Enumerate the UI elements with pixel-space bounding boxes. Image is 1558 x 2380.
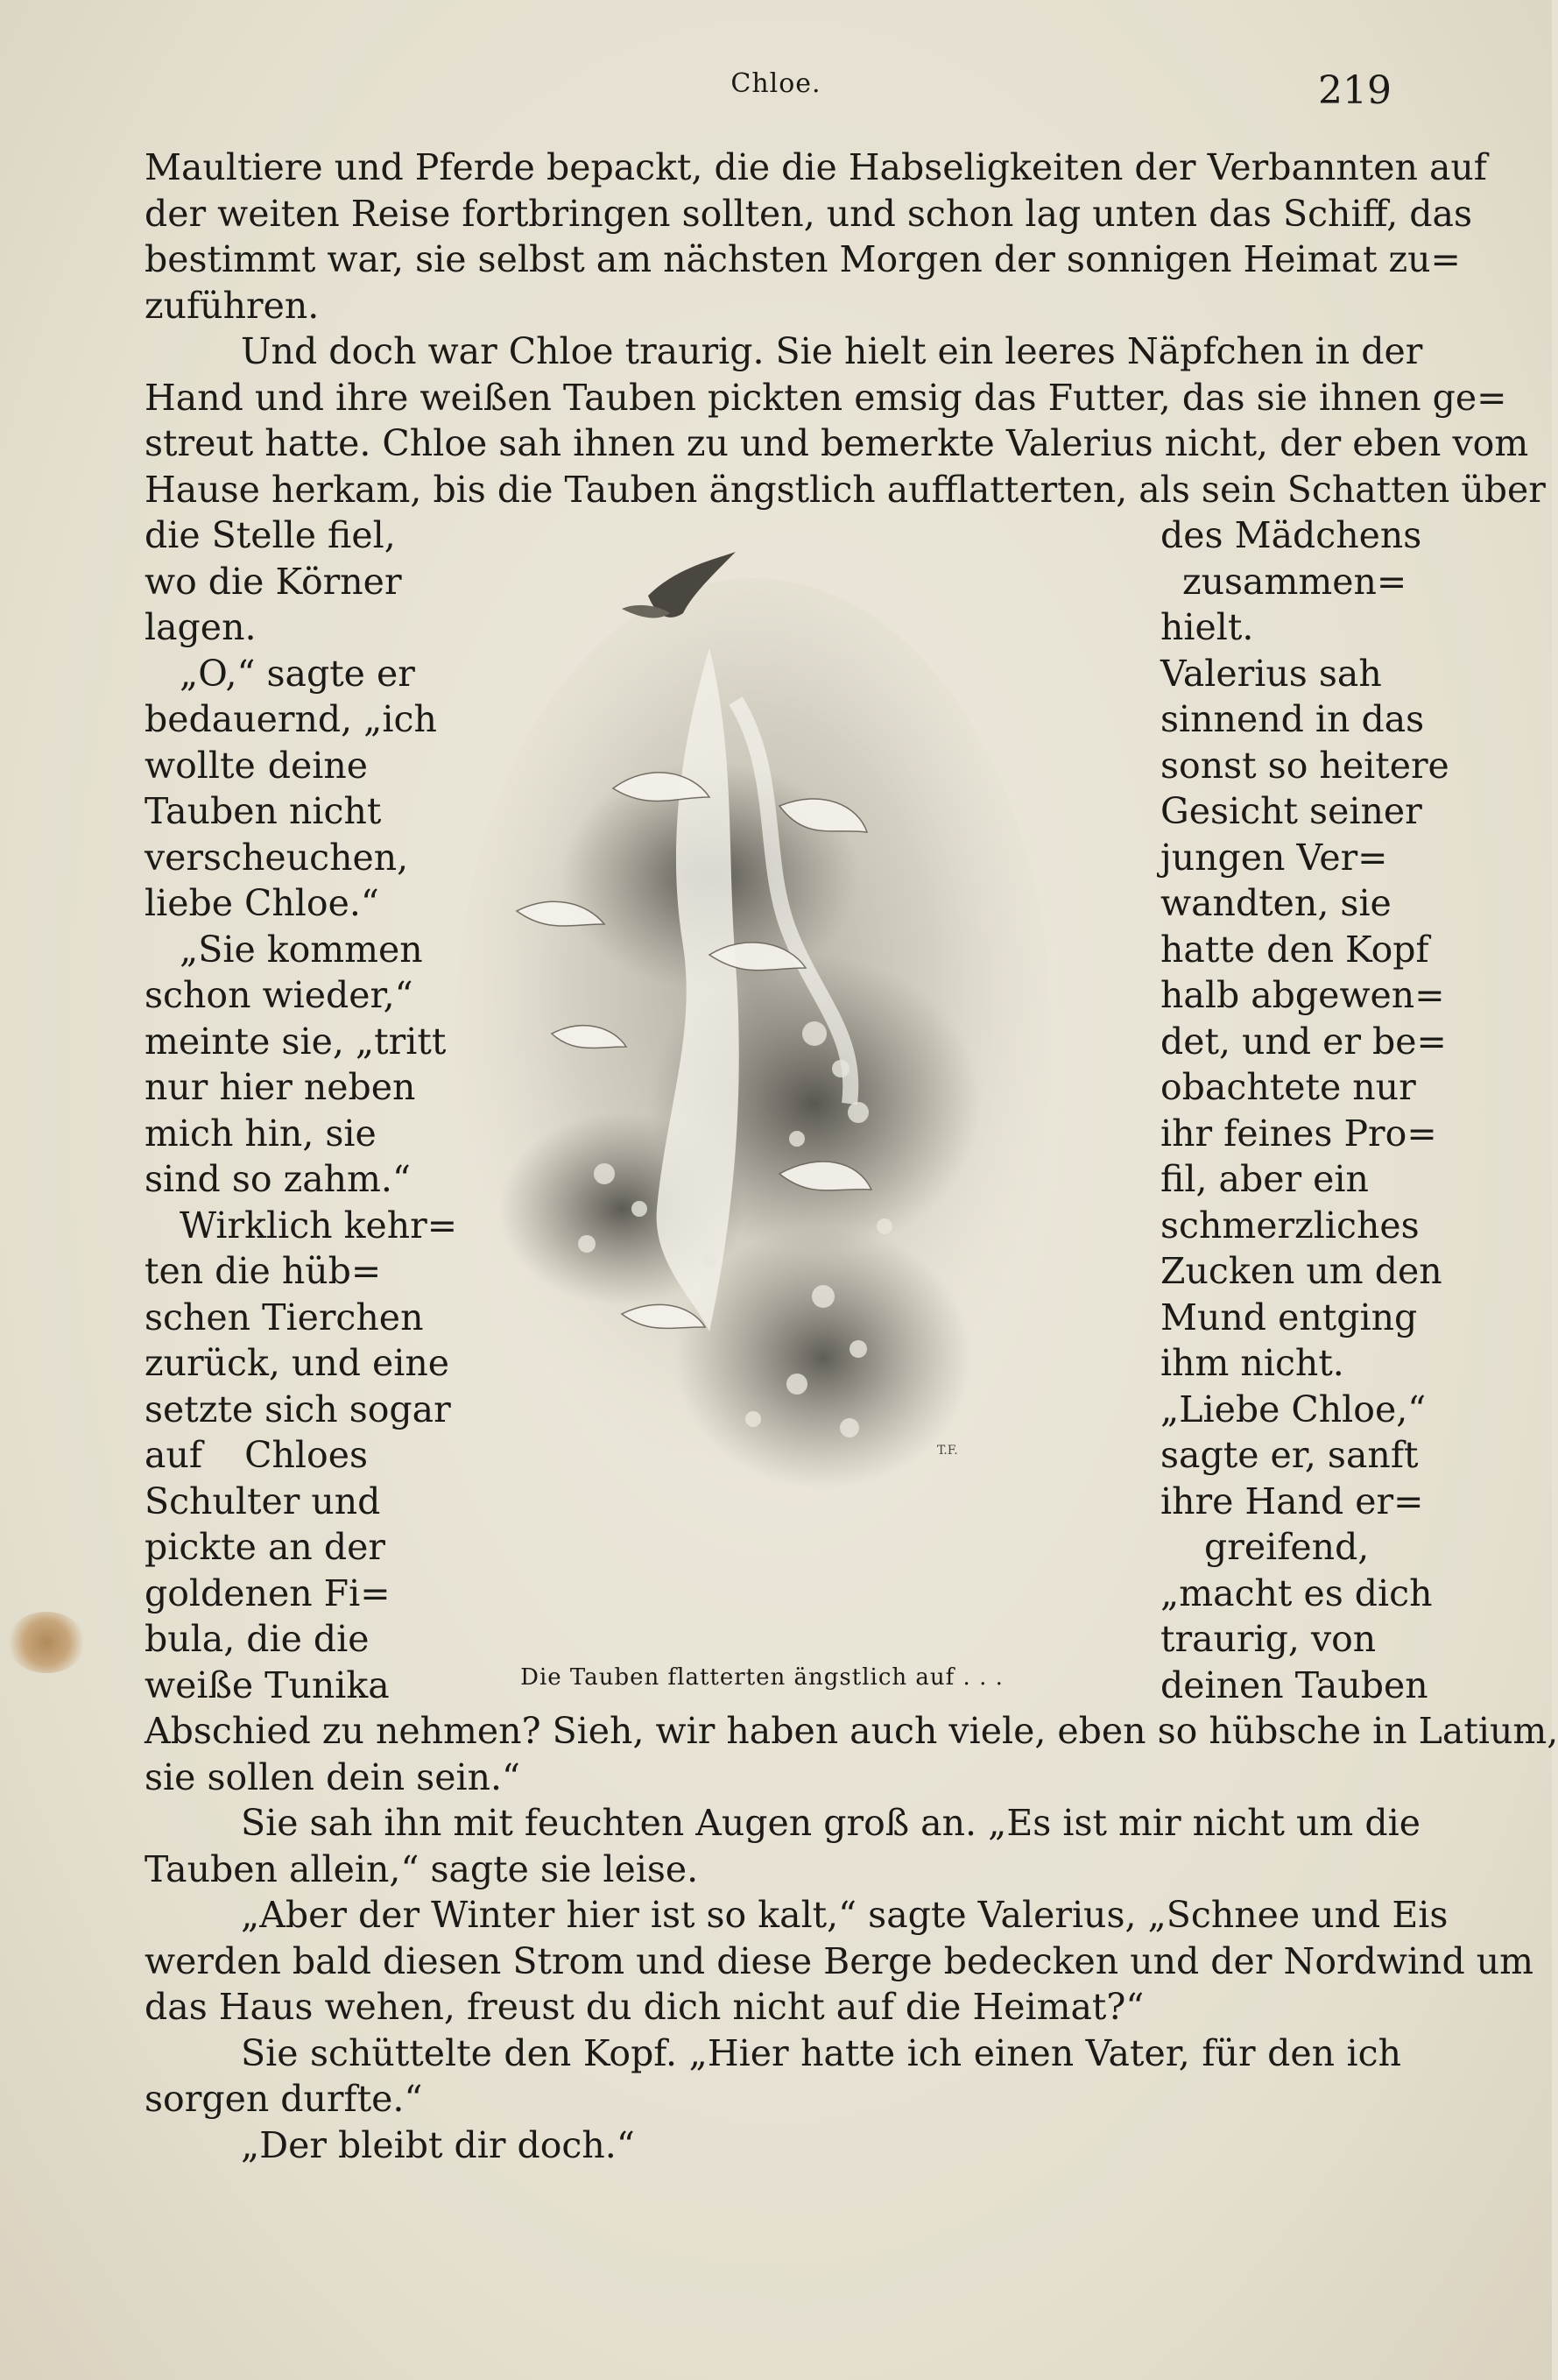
- text-line: Sie schüttelte den Kopf. „Hier hatte ich einen Vater, für den ich: [241, 2031, 1401, 2074]
- text-line: Und doch war Chloe traurig. Sie hielt ein leeres Näpfchen in der: [241, 330, 1423, 372]
- text-line: „O,“ sagte er: [180, 652, 415, 695]
- text-line: der weiten Reise fortbringen sollten, und schon lag unten das Schiff, das: [145, 192, 1473, 235]
- text-line: greifend,: [1204, 1526, 1370, 1568]
- text-line: des Mädchens: [1160, 514, 1422, 556]
- text-line: sagte er, sanft: [1160, 1434, 1419, 1476]
- text-line: Sie sah ihn mit feuchten Augen groß an. „Es ist mir nicht um die: [241, 1802, 1421, 1844]
- text-line: „Aber der Winter hier ist so kalt,“ sagte Valerius, „Schnee und Eis: [241, 1894, 1449, 1936]
- text-line: Maultiere und Pferde bepackt, die die Habseligkeiten der Verbannten auf: [145, 146, 1487, 188]
- paper-stain: [7, 1612, 86, 1673]
- text-line: schen Tierchen: [145, 1296, 424, 1338]
- text-line: schmerzliches: [1160, 1204, 1420, 1246]
- text-line: bula, die die: [145, 1618, 370, 1660]
- text-line: meinte sie, „tritt: [145, 1020, 447, 1063]
- text-line: ihre Hand er=: [1160, 1480, 1424, 1522]
- illustration-signature: T.F.: [937, 1444, 958, 1458]
- text-line: Hand und ihre weißen Tauben pickten emsig das Futter, das sie ihnen ge=: [145, 376, 1507, 419]
- text-line: werden bald diesen Strom und diese Berge bedecken und der Nordwind um: [145, 1939, 1534, 1982]
- text-line: bedauernd, „ich: [145, 698, 437, 740]
- text-line: verscheuchen,: [145, 836, 409, 879]
- top-text-block: [145, 145, 1546, 512]
- text-line: schon wieder,“: [145, 974, 413, 1016]
- text-line: det, und er be=: [1160, 1020, 1447, 1063]
- text-line: Valerius sah: [1160, 652, 1382, 695]
- page-number: 219: [1318, 68, 1392, 113]
- text-line: obachtete nur: [1160, 1066, 1416, 1108]
- text-line: halb abgewen=: [1160, 974, 1445, 1016]
- text-line: Tauben allein,“ sagte sie leise.: [145, 1847, 699, 1890]
- text-line: die Stelle fiel,: [145, 514, 396, 556]
- text-line: weiße Tunika: [145, 1663, 390, 1706]
- text-line: „Liebe Chloe,“: [1160, 1388, 1427, 1430]
- text-line: bestimmt war, sie selbst am nächsten Morgen der sonnigen Heimat zu=: [145, 238, 1461, 280]
- text-line: Wirklich kehr=: [180, 1204, 458, 1246]
- text-line: Zucken um den: [1160, 1250, 1442, 1292]
- text-line: liebe Chloe.“: [145, 882, 379, 924]
- text-line: ihr feines Pro=: [1160, 1112, 1437, 1155]
- text-line: Schulter und: [145, 1480, 381, 1522]
- text-line: deinen Tauben: [1160, 1663, 1428, 1706]
- bottom-text-block: [145, 1708, 1558, 2168]
- text-line: „macht es dich: [1160, 1571, 1433, 1614]
- text-line: wandten, sie: [1160, 882, 1392, 924]
- text-line: zurück, und eine: [145, 1342, 450, 1384]
- illustration-doves: [447, 543, 1060, 1550]
- illustration-caption: Die Tauben flatterten ängstlich auf . . .: [520, 1664, 1004, 1691]
- running-title: Chloe.: [730, 68, 821, 99]
- text-line: ten die hüb=: [145, 1250, 382, 1292]
- text-line: jungen Ver=: [1160, 836, 1388, 879]
- text-line: setzte sich sogar: [145, 1388, 451, 1430]
- text-line: das Haus wehen, freust du dich nicht auf die Heimat?“: [145, 1986, 1145, 2028]
- text-line: sie sollen dein sein.“: [145, 1755, 520, 1798]
- text-line: sonst so heitere: [1160, 744, 1449, 787]
- text-line: streut hatte. Chloe sah ihnen zu und bemerkte Valerius nicht, der eben vom: [145, 422, 1529, 464]
- text-line: wollte deine: [145, 744, 368, 787]
- text-line: sinnend in das: [1160, 698, 1425, 740]
- text-line: traurig, von: [1160, 1618, 1377, 1660]
- text-line: zusammen=: [1182, 560, 1407, 603]
- text-line: wo die Körner: [145, 560, 402, 603]
- text-line: hatte den Kopf: [1160, 928, 1429, 971]
- text-line: pickte an der: [145, 1526, 385, 1568]
- text-line: lagen.: [145, 606, 257, 648]
- text-line: Abschied zu nehmen? Sieh, wir haben auch viele, eben so hübsche in Latium,: [145, 1710, 1558, 1752]
- text-line: auf Chloes: [145, 1434, 368, 1476]
- text-line: „Der bleibt dir doch.“: [241, 2123, 635, 2166]
- text-line: Tauben nicht: [145, 790, 382, 832]
- text-line: „Sie kommen: [180, 928, 423, 971]
- right-column: [1160, 512, 1449, 1708]
- text-line: nur hier neben: [145, 1066, 416, 1108]
- text-line: sind so zahm.“: [145, 1158, 411, 1200]
- text-line: goldenen Fi=: [145, 1571, 391, 1614]
- text-line: ihm nicht.: [1160, 1342, 1344, 1384]
- text-line: sorgen durfte.“: [145, 2078, 423, 2120]
- text-line: mich hin, sie: [145, 1112, 377, 1155]
- text-line: Mund entging: [1160, 1296, 1418, 1338]
- text-line: fil, aber ein: [1160, 1158, 1369, 1200]
- left-column: [145, 512, 458, 1708]
- text-line: zuführen.: [145, 284, 320, 327]
- text-line: Gesicht seiner: [1160, 790, 1422, 832]
- text-line: hielt.: [1160, 606, 1254, 648]
- text-line: Hause herkam, bis die Tauben ängstlich aufflatterten, als sein Schatten über: [145, 468, 1546, 511]
